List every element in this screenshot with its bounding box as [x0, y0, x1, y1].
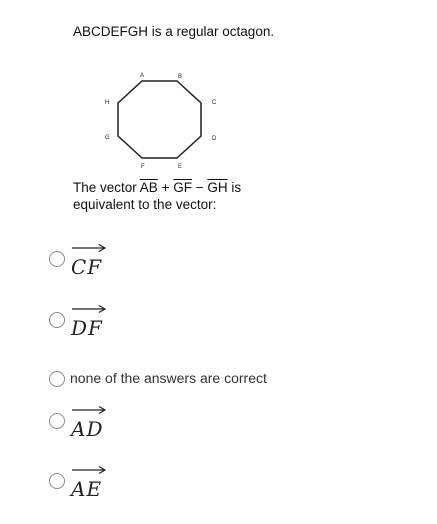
vertex-label-c: C [212, 100, 217, 106]
radio-button[interactable] [49, 251, 65, 267]
octagon-shape [118, 81, 201, 158]
vertex-label-e: E [178, 164, 183, 170]
vertex-label-g: G [105, 135, 110, 141]
vector-arrow-icon [71, 465, 107, 475]
answer-option-cf[interactable] [49, 249, 102, 279]
question-title: ABCDEFGH is a regular octagon. [73, 24, 275, 39]
option-text: none of the answers are correct [70, 370, 267, 386]
question-text: The vector $\overline{AB} + \overline{GF} - \overline{GH}$ is equivalent to the vector: [73, 180, 242, 212]
vector-arrow-icon [71, 243, 107, 253]
vector-arrow-icon [71, 304, 107, 314]
vector-label: DF [71, 310, 103, 340]
vector-ab: $\overline{AB}$ [139, 180, 158, 195]
vertex-label-f: F [141, 164, 145, 170]
answer-option-df[interactable] [49, 310, 103, 340]
vertex-label-b: B [178, 74, 183, 80]
vector-label: CF [71, 249, 102, 279]
answer-option-ad[interactable] [49, 411, 103, 441]
vector-label: AD [71, 411, 103, 441]
vector-gf: $\overline{GF}$ [173, 180, 192, 195]
radio-button[interactable] [49, 312, 65, 328]
vertex-label-d: D [212, 136, 217, 142]
octagon-diagram [95, 54, 235, 174]
answer-option-ae[interactable] [49, 471, 102, 501]
radio-button[interactable] [49, 413, 65, 429]
vertex-label-h: H [105, 100, 110, 106]
radio-button[interactable] [49, 473, 65, 489]
question-image [55, 12, 300, 217]
vector-gh: $\overline{GH}$ [207, 180, 228, 195]
vector-label: AE [71, 471, 102, 501]
radio-button[interactable] [49, 371, 65, 387]
vertex-label-a: A [140, 73, 145, 79]
answer-option-none[interactable] [49, 369, 267, 387]
vector-arrow-icon [71, 405, 107, 415]
